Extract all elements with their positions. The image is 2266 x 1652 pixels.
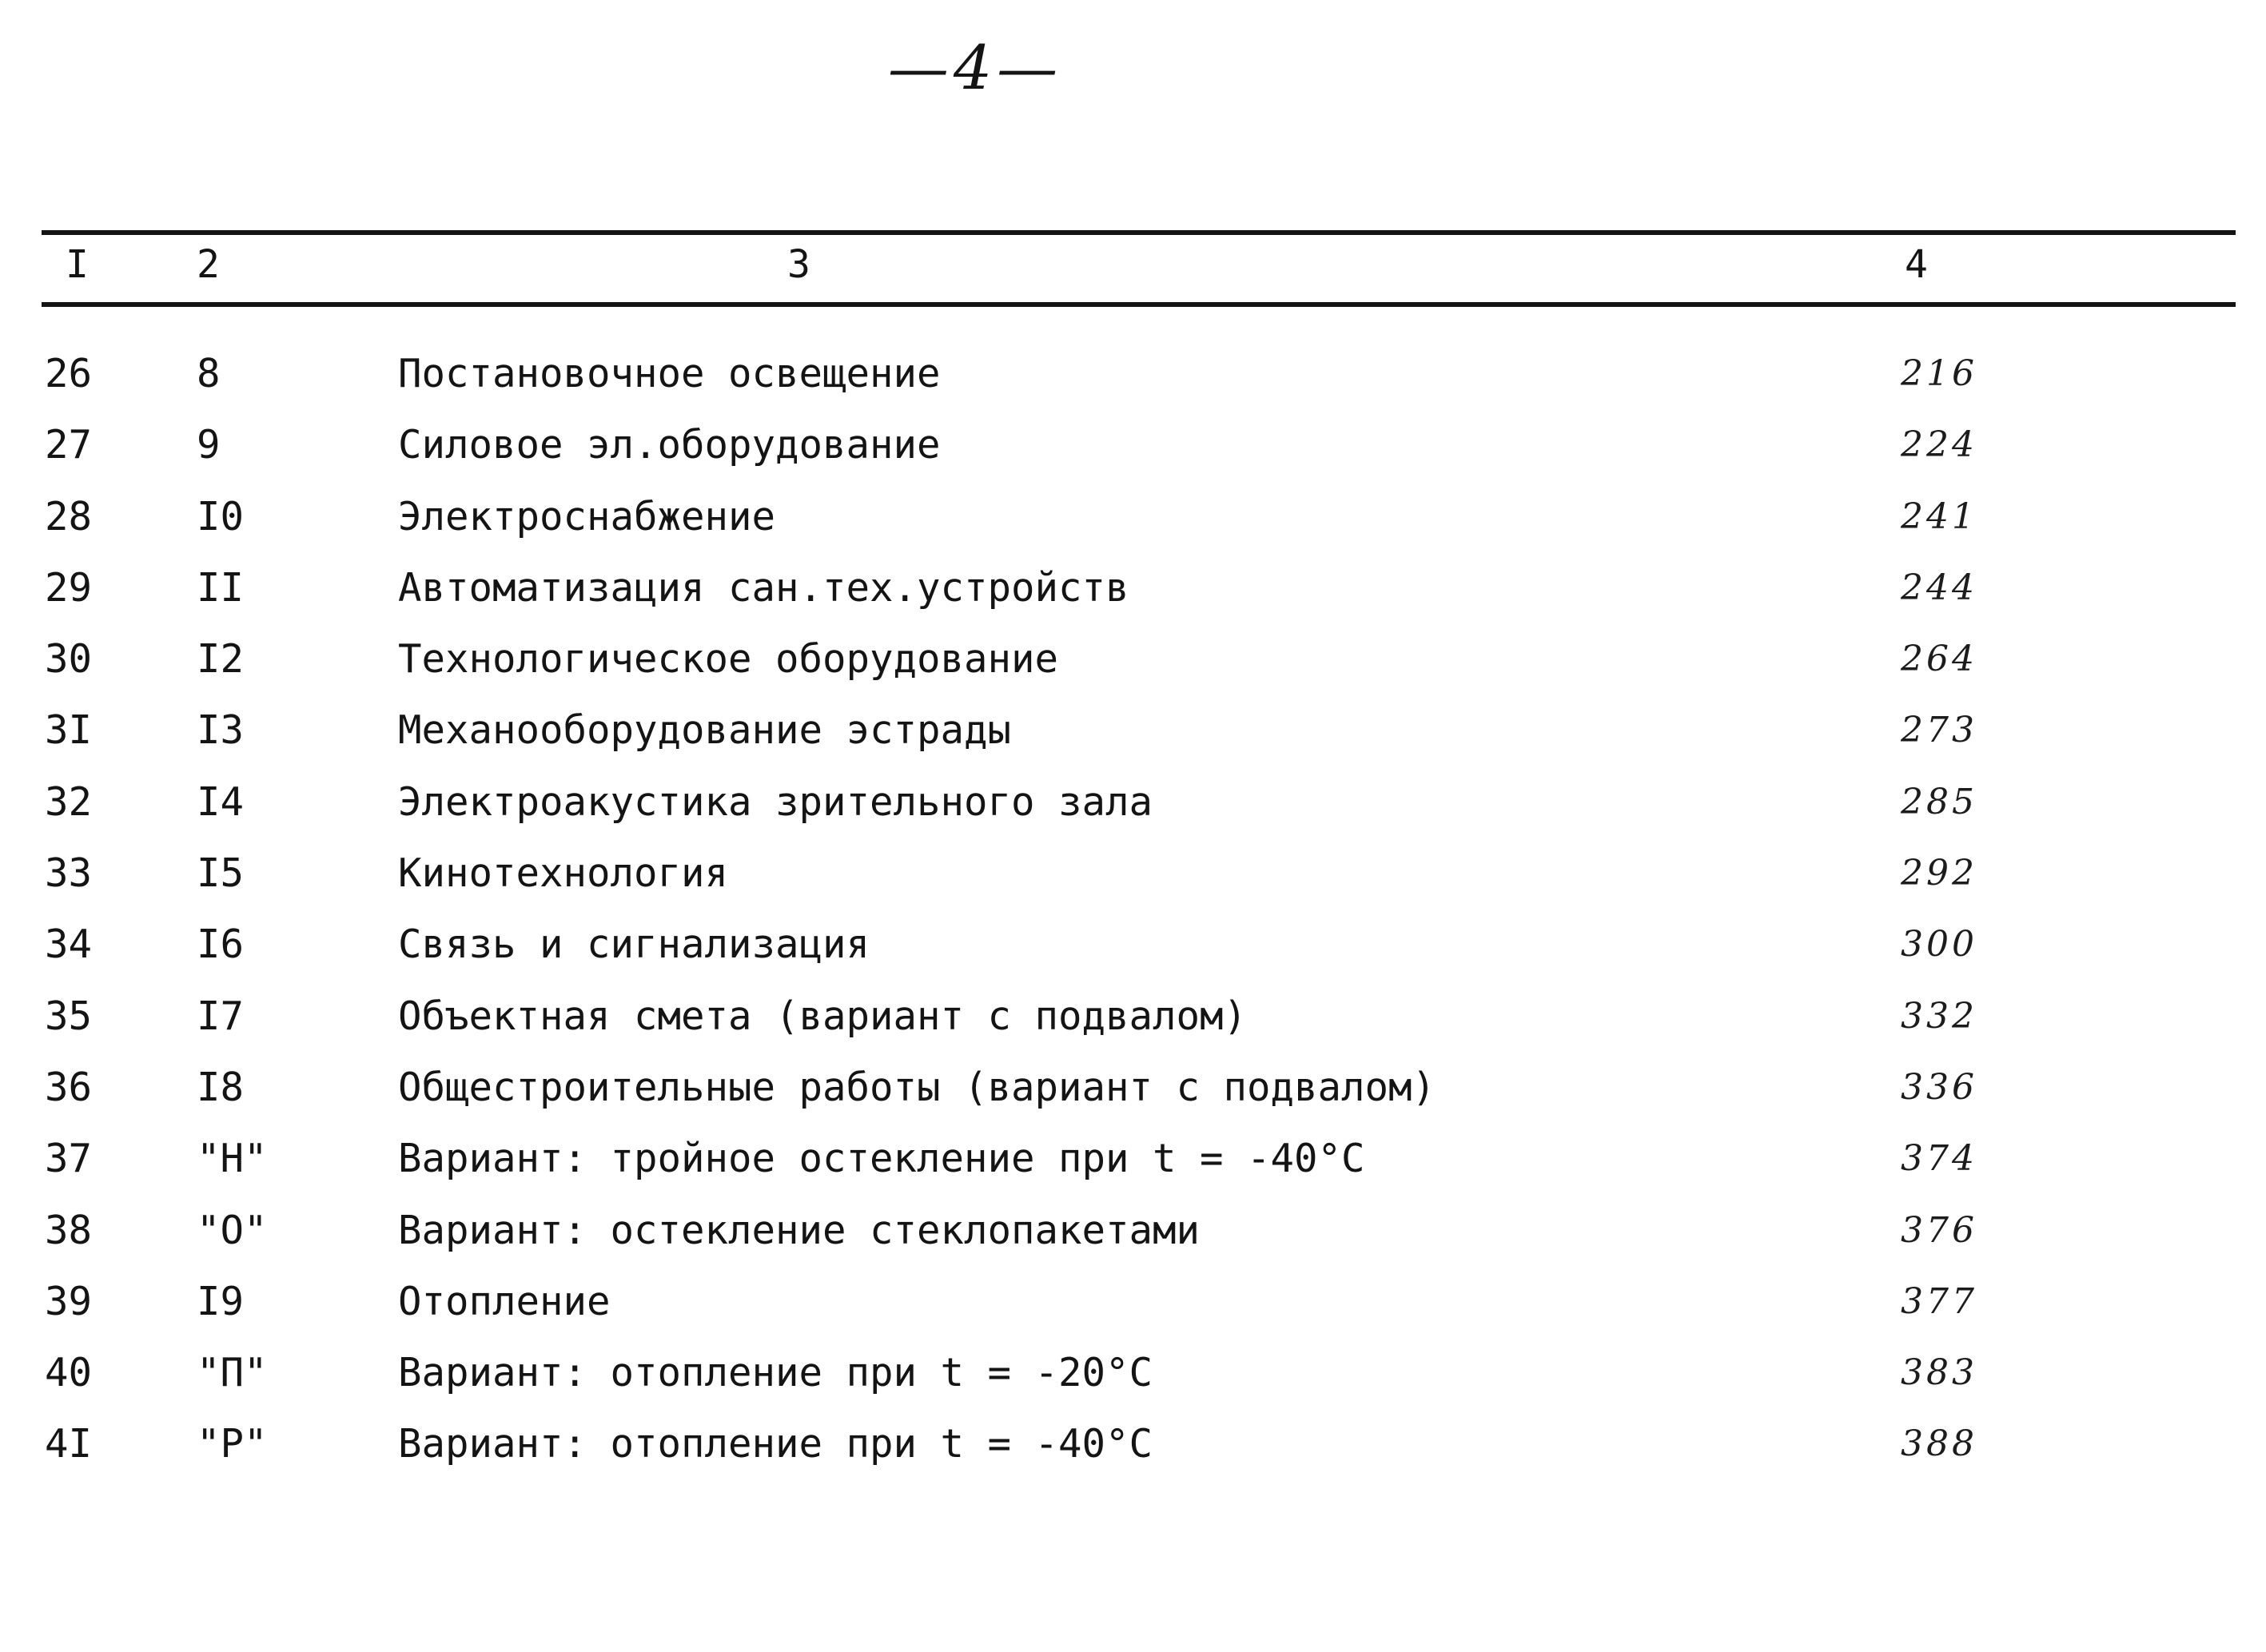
row-code: I5 [197,850,245,897]
row-number: 29 [45,564,93,611]
row-title: Вариант: остекление стеклопакетами [398,1207,1201,1253]
row-title: Силовое эл.оборудование [398,422,941,468]
table-row [0,700,2266,771]
table-row [0,1272,2266,1343]
row-title: Электроснабжение [398,493,776,539]
row-number: 33 [45,850,93,897]
row-page: 273 [1901,710,1977,751]
row-page: 332 [1901,995,1977,1037]
table-row [0,1057,2266,1129]
page-number: —4— [887,32,1063,103]
table-row [0,629,2266,700]
row-code: 8 [197,351,221,396]
row-title: Механооборудование эстрады [398,707,1012,754]
row-page: 376 [1901,1209,1977,1251]
column-header-3: 3 [787,242,810,287]
row-code: I7 [197,993,245,1039]
row-page: 300 [1901,924,1977,965]
row-page: 244 [1901,567,1977,608]
column-header-2: 2 [197,242,220,287]
row-number: 32 [45,778,93,825]
row-number: 28 [45,493,93,539]
row-code: 9 [197,422,221,468]
table-row [0,487,2266,558]
table-row [0,1343,2266,1414]
row-page: 336 [1901,1066,1977,1108]
row-number: 40 [45,1350,93,1396]
column-header-1: I [66,242,89,287]
table-row [0,1129,2266,1200]
row-number: 30 [45,636,93,683]
table-row [0,843,2266,914]
table-row [0,986,2266,1057]
row-code: I8 [197,1064,245,1110]
row-code: I2 [197,636,245,683]
table-row [0,344,2266,415]
table-row [0,1414,2266,1485]
table-row [0,415,2266,486]
table-row [0,1200,2266,1272]
table-top-rule [42,230,2236,235]
row-code: "Н" [197,1136,268,1182]
row-page: 216 [1901,353,1977,394]
row-code: "О" [197,1207,268,1253]
row-title: Общестроительные работы (вариант с подвалом) [398,1064,1436,1110]
row-code: I0 [197,493,245,539]
table-row [0,914,2266,985]
row-number: 4I [45,1421,93,1467]
row-title: Объектная смета (вариант с подвалом) [398,993,1248,1039]
row-code: "П" [197,1350,268,1396]
row-title: Электроакустика зрительного зала [398,778,1153,825]
row-title: Отопление [398,1278,611,1324]
table-row [0,772,2266,843]
row-title: Кинотехнология [398,850,729,897]
row-code: I4 [197,778,245,825]
row-page: 285 [1901,781,1977,822]
row-number: 26 [45,351,93,396]
table-body [0,344,2266,1486]
row-page: 377 [1901,1280,1977,1322]
row-number: 35 [45,993,93,1039]
row-code: "Р" [197,1421,268,1467]
row-page: 264 [1901,639,1977,680]
table-row [0,558,2266,629]
column-header-4: 4 [1905,242,1928,287]
row-title: Вариант: тройное остекление при t = -40°C [398,1136,1365,1182]
row-page: 383 [1901,1352,1977,1394]
row-title: Постановочное освещение [398,351,941,396]
row-page: 292 [1901,853,1977,894]
row-number: 39 [45,1278,93,1324]
row-number: 34 [45,922,93,968]
row-title: Связь и сигнализация [398,922,870,968]
row-number: 38 [45,1207,93,1253]
row-code: I3 [197,707,245,754]
row-number: 27 [45,422,93,468]
row-number: 36 [45,1064,93,1110]
row-page: 224 [1901,424,1977,466]
row-code: I9 [197,1278,245,1324]
row-number: 37 [45,1136,93,1182]
row-title: Вариант: отопление при t = -20°C [398,1350,1153,1396]
row-code: I6 [197,922,245,968]
row-title: Вариант: отопление при t = -40°C [398,1421,1153,1467]
row-page: 374 [1901,1138,1977,1180]
row-page: 388 [1901,1423,1977,1465]
row-number: 3I [45,707,93,754]
row-title: Автоматизация сан.тех.устройств [398,564,1129,611]
row-title: Технологическое оборудование [398,636,1059,683]
table-header-rule [42,302,2236,307]
row-page: 241 [1901,496,1977,537]
row-code: II [197,564,245,611]
